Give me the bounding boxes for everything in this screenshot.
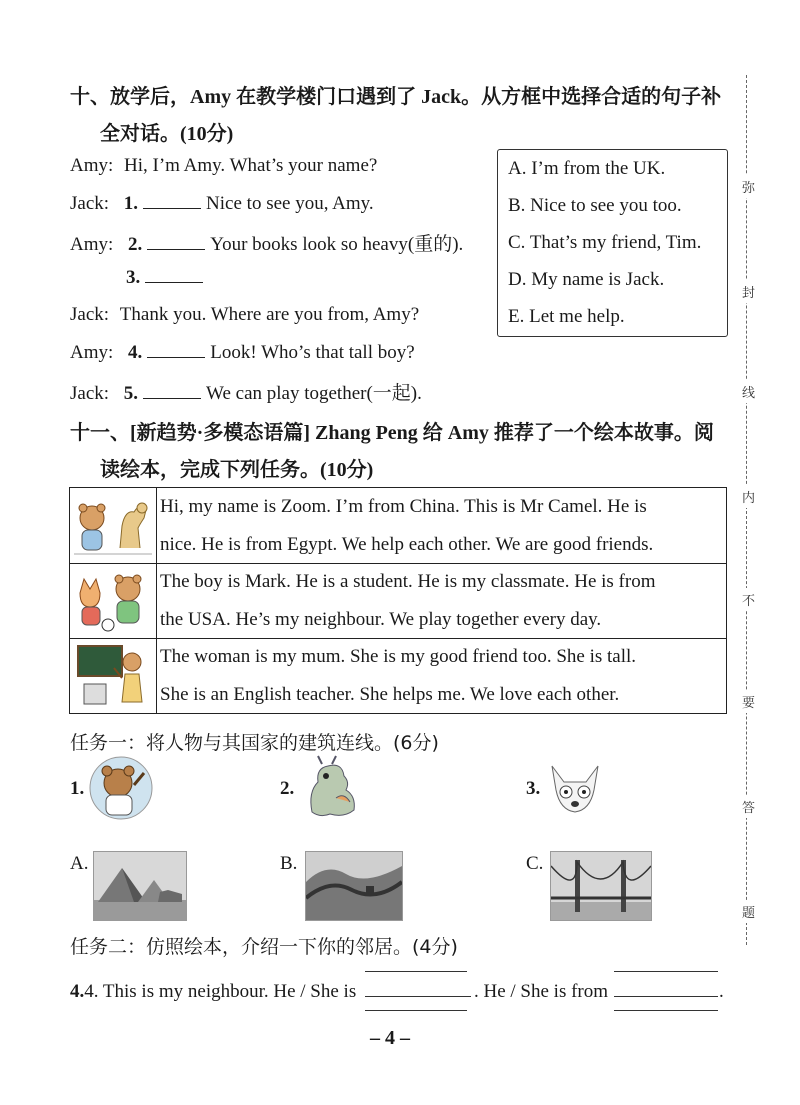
section10-title-line2: 全对话。(10分)	[100, 123, 234, 145]
option-e: E. Let me help.	[508, 306, 625, 327]
story-row-2-line2: the USA. He’s my neighbour. We play together every day.	[160, 609, 602, 630]
story-row-3	[70, 638, 726, 713]
speaker: Amy:	[70, 155, 114, 176]
side-char: 不	[742, 588, 755, 611]
line-text: Nice to see you, Amy.	[206, 193, 374, 214]
writing-line[interactable]	[365, 971, 467, 972]
story-row-3-line2: She is an English teacher. She helps me. We love each other.	[160, 684, 620, 705]
option-d: D. My name is Jack.	[508, 269, 665, 290]
dragon-character-icon[interactable]	[298, 752, 364, 827]
side-char: 要	[742, 690, 755, 713]
line-text: Thank you. Where are you from, Amy?	[119, 304, 420, 325]
question-number: 2.	[128, 234, 143, 255]
bear-character-icon[interactable]	[88, 755, 154, 826]
writing-line[interactable]	[614, 1010, 718, 1011]
section11-title-line1: 十一、[新趋势·多模态语篇] Zhang Peng 给 Amy 推荐了一个绘本故事。阅	[70, 422, 714, 444]
answer-blank-3[interactable]	[145, 266, 203, 283]
speaker: Amy:	[70, 342, 114, 363]
page-number: – 4 –	[370, 1027, 410, 1049]
writing-line[interactable]	[365, 996, 471, 997]
fox-and-bear-illustration	[70, 563, 157, 638]
task2-sentence-a: 4.4. This is my neighbour. He / She is	[70, 981, 357, 1002]
building-label-b: B.	[280, 853, 298, 874]
character-number-1: 1.	[70, 778, 85, 799]
side-char: 内	[742, 485, 755, 508]
task2-sentence-end: .	[719, 981, 724, 1002]
story-row-1-line2: nice. He is from Egypt. We help each other. We are good friends.	[160, 534, 654, 555]
dialogue-line-4	[126, 266, 208, 289]
dialogue-line-1	[70, 155, 377, 177]
teacher-at-blackboard-illustration	[70, 638, 157, 713]
story-row-3-line1: The woman is my mum. She is my good friend too. She is tall.	[160, 646, 637, 667]
line-text: Look! Who’s that tall boy?	[210, 342, 415, 363]
side-char: 题	[742, 900, 755, 923]
option-a: A. I’m from the UK.	[508, 158, 666, 179]
answer-blank-4[interactable]	[147, 341, 205, 358]
dialogue-line-5	[70, 304, 419, 326]
character-number-3: 3.	[526, 778, 541, 799]
question-number: 5.	[123, 383, 139, 404]
side-char: 弥	[742, 175, 755, 198]
question-number: 3.	[126, 267, 141, 288]
side-char: 线	[742, 380, 755, 403]
writing-line[interactable]	[614, 971, 718, 972]
story-row-2-line1: The boy is Mark. He is a student. He is my classmate. He is from	[160, 571, 656, 592]
answer-blank-1[interactable]	[143, 192, 201, 209]
story-row-1	[70, 488, 726, 564]
answer-blank-2[interactable]	[147, 233, 205, 250]
character-number-2: 2.	[280, 778, 295, 799]
sentence-part-a: 4. This is my neighbour. He / She is	[84, 981, 357, 1002]
picture-book-story	[69, 487, 727, 714]
answer-blank-5[interactable]	[143, 382, 201, 399]
pyramids-photo[interactable]	[93, 851, 187, 921]
writing-line[interactable]	[365, 1010, 467, 1011]
building-label-a: A.	[70, 853, 89, 874]
question-number: 1.	[123, 193, 139, 214]
writing-line[interactable]	[614, 996, 718, 997]
dialogue-line-3	[70, 229, 463, 256]
task2-title: 任务二：仿照绘本，介绍一下你的邻居。(4分)	[70, 936, 458, 958]
great-wall-photo[interactable]	[305, 851, 403, 921]
story-row-2	[70, 563, 726, 639]
speaker: Jack:	[70, 193, 110, 214]
story-row-1-line1: Hi, my name is Zoom. I’m from China. This is Mr Camel. He is	[160, 496, 647, 517]
task2-sentence-b: . He / She is from	[474, 981, 609, 1002]
golden-gate-bridge-photo[interactable]	[550, 851, 652, 921]
dialogue-line-6	[70, 341, 415, 364]
line-text: Your books look so heavy(重的).	[210, 234, 464, 255]
line-text: We can play together(一起).	[206, 383, 422, 404]
side-char: 答	[742, 795, 755, 818]
speaker: Jack:	[70, 304, 110, 325]
line-text: Hi, I’m Amy. What’s your name?	[124, 155, 378, 176]
task1-title: 任务一：将人物与其国家的建筑连线。(6分)	[70, 732, 439, 754]
section11-title-line2: 读绘本，完成下列任务。(10分)	[100, 459, 374, 481]
option-c: C. That’s my friend, Tim.	[508, 232, 702, 253]
dialogue-line-2	[70, 192, 374, 215]
building-label-c: C.	[526, 853, 544, 874]
options-box	[497, 149, 728, 337]
speaker: Jack:	[70, 383, 110, 404]
section10-title-line1: 十、放学后，Amy 在教学楼门口遇到了 Jack。从方框中选择合适的句子补	[70, 86, 722, 108]
speaker: Amy:	[70, 234, 114, 255]
question-number: 4.	[128, 342, 143, 363]
dialogue-line-7	[70, 378, 422, 405]
side-char: 封	[742, 280, 755, 303]
fox-character-icon[interactable]	[542, 756, 608, 827]
option-b: B. Nice to see you too.	[508, 195, 682, 216]
bear-and-camel-illustration	[70, 488, 157, 563]
